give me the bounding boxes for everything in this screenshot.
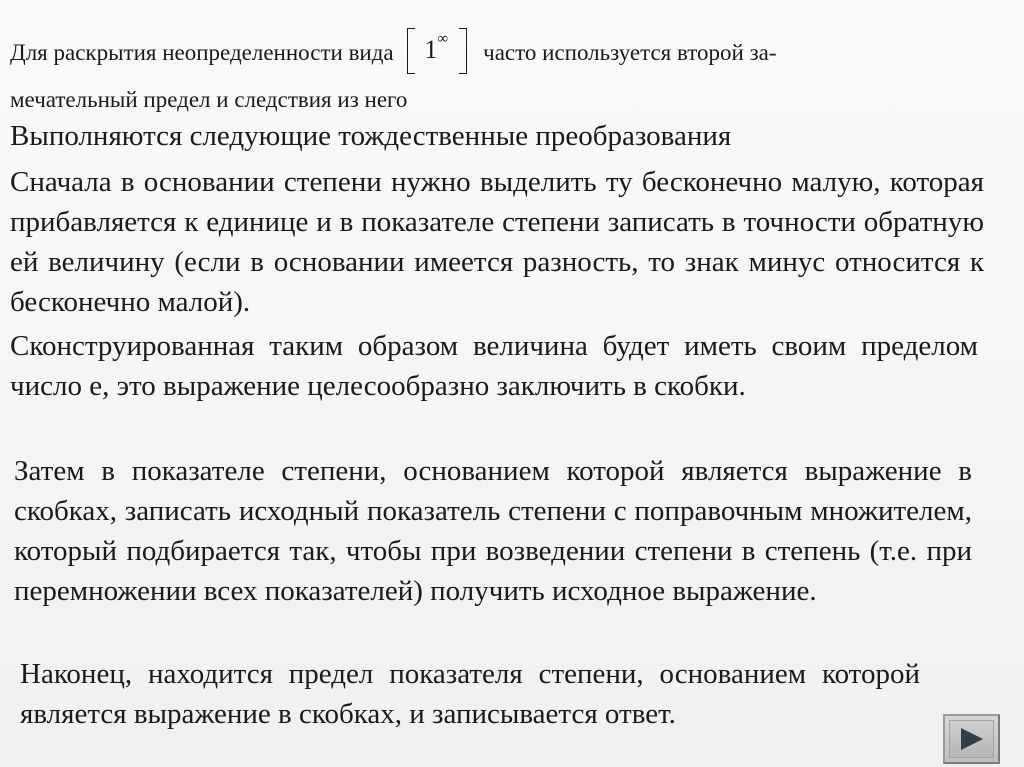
paragraph-step-2: Сконструированная таким образом величина будет иметь своим пределом число е, это выражение целесообразно заключить в скобки.: [10, 330, 978, 402]
paragraph-step-3: Затем в показателе степени, основанием которой является выражение в скобках, записать исходный показатель степени с поправочным множителем, который подбирается так, чтобы при возведении степени в степень (т.е. при перемножении всех показателей) получить исходное выражение.: [14, 455, 972, 607]
indeterminate-form-1-infinity: [407, 28, 467, 74]
paragraph-transformations: Выполняются следующие тождественные преобразования: [10, 120, 732, 152]
right-bracket: [459, 28, 467, 74]
next-slide-button[interactable]: [943, 714, 1000, 764]
bracket-base: 1: [424, 35, 438, 64]
bracket-superscript: ∞: [437, 31, 449, 47]
play-triangle-icon: [959, 726, 985, 752]
intro-line1-before: Для раскрытия неопределенности вида: [10, 40, 394, 65]
paragraph-step-1: Сначала в основании степени нужно выделить ту бесконечно малую, которая прибавляется к единице и в показателе степени записать в точности обратную ей величину (если в основании имеется разность, то знак минус относится к бесконечно малой).: [10, 166, 984, 318]
paragraph-step-4: Наконец, находится предел показателя степени, основанием которой является выражение в скобках, и записывается ответ.: [20, 658, 920, 730]
intro-line2: мечательный предел и следствия из него: [10, 87, 408, 112]
intro-line1-after: часто используется второй за-: [483, 40, 777, 65]
left-bracket: [407, 28, 415, 74]
intro-text: [10, 28, 1014, 123]
